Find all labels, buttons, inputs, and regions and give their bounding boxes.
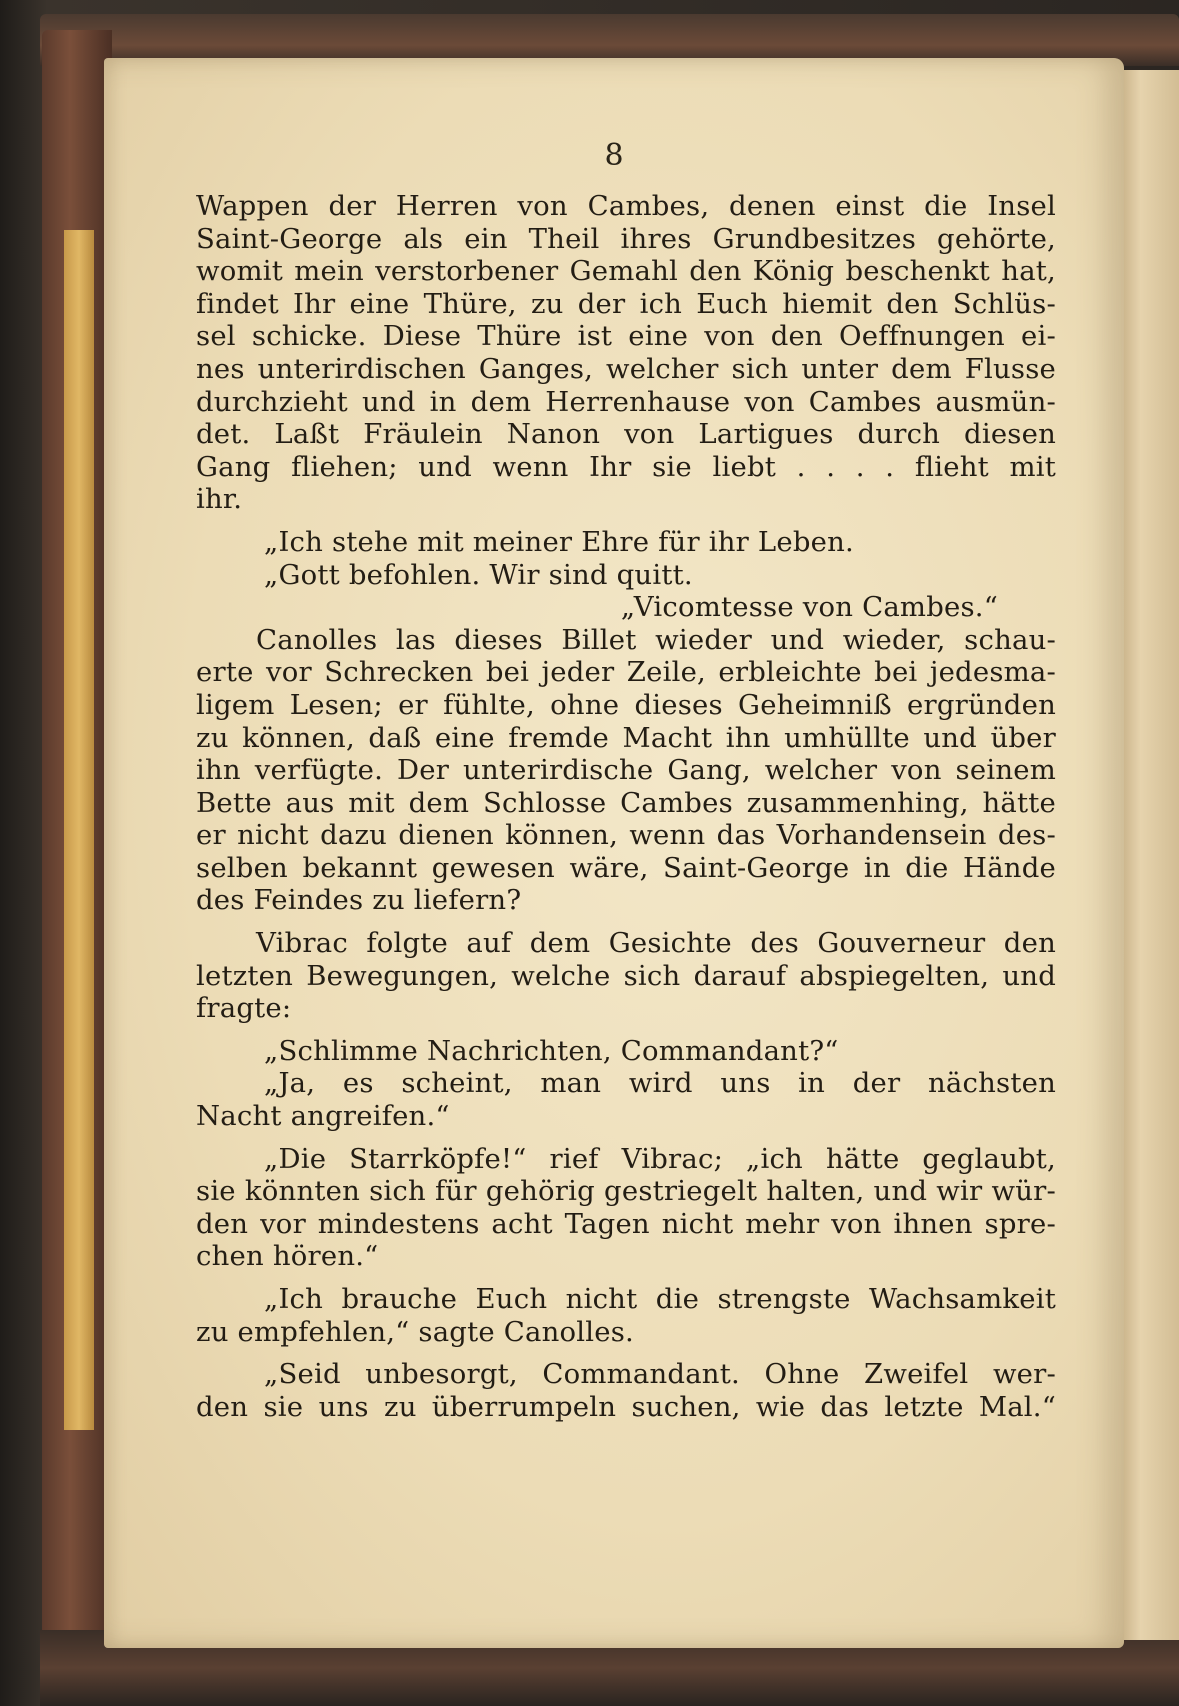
text-line: Wappen der Herren von Cambes, denen einst die Insel [196,190,1056,222]
text-line: Vibrac folgte auf dem Gesichte des Gouverneur den [256,927,1056,960]
text-line: erte vor Schrecken bei jeder Zeile, erbleichte bei jedesma- [196,656,1056,689]
page-number: 8 [604,138,624,173]
text-line: „Gott befohlen. Wir sind quitt. [264,558,693,591]
text-line: sie könnten sich für gehörig gestriegelt halten, und wir wür- [196,1175,1056,1208]
text-line: durchzieht und in dem Herrenhause von Cambes ausmün- [196,385,1056,418]
text-line: Gang fliehen; und wenn Ihr sie liebt . . . . flieht mit [196,450,1056,483]
text-line: er nicht dazu dienen können, wenn das Vorhandensein des- [196,819,1056,852]
paper-page [104,58,1124,1648]
body-text [196,190,1056,1423]
text-line: Bette aus mit dem Schlosse Cambes zusammenhing, hätte [196,786,1056,819]
next-page-edge [1124,70,1179,1640]
book-spine-strip [64,230,94,1430]
text-line: „Ja, es scheint, man wird uns in der nächsten [264,1067,1056,1100]
text-line: ihn verfügte. Der unterirdische Gang, welcher von seinem [196,754,1056,787]
text-line: „Die Starrköpfe!“ rief Vibrac; „ich hätte geglaubt, [264,1142,1056,1175]
text-line: Nacht angreifen.“ [196,1100,450,1133]
text-line: sel schicke. Diese Thüre ist eine von den Oeffnungen ei- [196,320,1056,353]
text-line: nes unterirdischen Ganges, welcher sich unter dem Flusse [196,352,1056,385]
text-line: zu empfehlen,“ sagte Canolles. [196,1315,634,1348]
text-line: fragte: [196,992,292,1025]
text-line: „Ich stehe mit meiner Ehre für ihr Leben. [264,525,854,558]
text-line: womit mein verstorbener Gemahl den König beschenkt hat, [196,255,1056,288]
text-line: ligem Lesen; er fühlte, ohne dieses Geheimniß ergründen [196,688,1056,721]
text-line: „Schlimme Nachrichten, Commandant?“ [264,1034,839,1067]
text-line: „Seid unbesorgt, Commandant. Ohne Zweifel wer- [264,1358,1056,1391]
text-line: Canolles las dieses Billet wieder und wieder, schau- [256,623,1056,656]
text-line: findet Ihr eine Thüre, zu der ich Euch hiemit den Schlüs- [196,287,1056,320]
text-line: Saint-George als ein Theil ihres Grundbesitzes gehörte, [196,222,1056,255]
text-line: den vor mindestens acht Tagen nicht mehr von ihnen spre- [196,1207,1056,1240]
text-line: zu können, daß eine fremde Macht ihn umhüllte und über [196,721,1056,754]
letter-signature: „Vicomtesse von Cambes.“ [620,591,998,624]
text-line: des Feindes zu liefern? [196,884,522,917]
text-line: chen hören.“ [196,1240,379,1273]
text-line: letzten Bewegungen, welche sich darauf abspiegelten, und [196,959,1056,992]
text-line: ihr. [196,483,243,516]
text-line: den sie uns zu überrumpeln suchen, wie das letzte Mal.“ [196,1390,1056,1423]
text-line: det. Laßt Fräulein Nanon von Lartigues durch diesen [196,418,1056,451]
text-line: „Ich brauche Euch nicht die strengste Wachsamkeit [264,1283,1056,1315]
text-line: selben bekannt gewesen wäre, Saint-George in die Hände [196,851,1056,884]
